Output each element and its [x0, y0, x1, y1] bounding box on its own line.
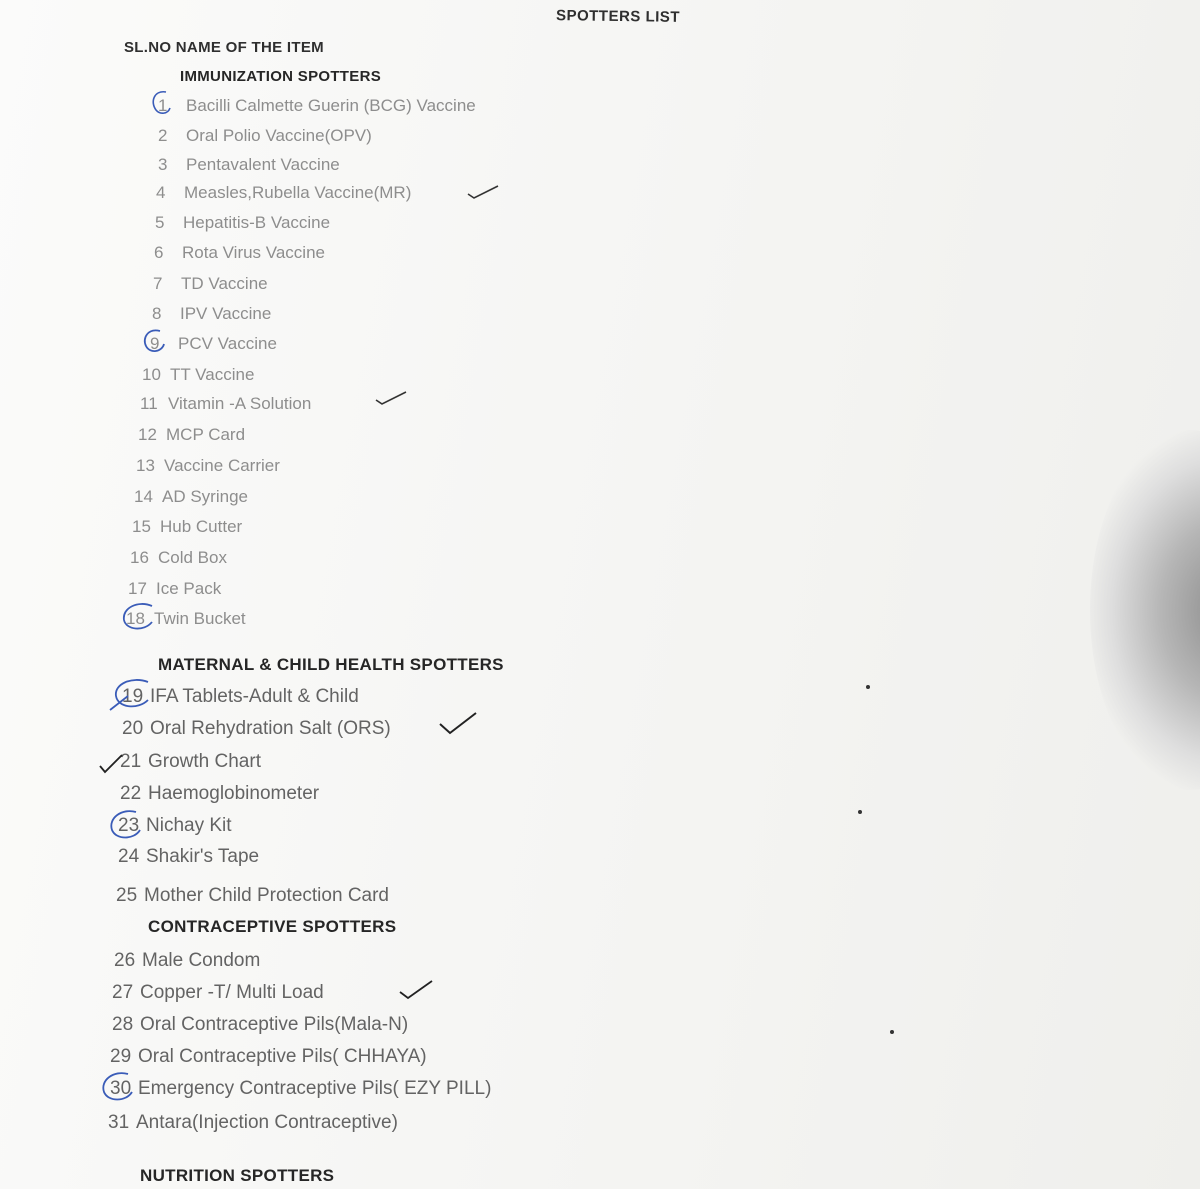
circle-mark-icon	[146, 88, 176, 118]
stray-mark	[866, 685, 870, 689]
list-item: 17 Ice Pack	[128, 579, 222, 598]
list-item: 14 AD Syringe	[134, 487, 248, 506]
section-heading-nutrition: NUTRITION SPOTTERS	[140, 1166, 335, 1185]
circle-mark-icon	[118, 600, 158, 634]
list-item: 3 Pentavalent Vaccine	[158, 155, 340, 174]
stray-mark	[890, 1030, 894, 1034]
stray-mark	[858, 810, 862, 814]
section-heading-maternal-child-health: MATERNAL & CHILD HEALTH SPOTTERS	[158, 655, 504, 674]
tick-mark-icon	[98, 752, 124, 776]
list-item: 29 Oral Contraceptive Pils( CHHAYA)	[110, 1046, 427, 1067]
list-item: 31 Antara(Injection Contraceptive)	[108, 1112, 398, 1133]
list-item: 28 Oral Contraceptive Pils(Mala-N)	[112, 1014, 409, 1035]
list-item: 26 Male Condom	[114, 950, 261, 971]
tick-mark-icon	[374, 388, 408, 408]
tick-mark-icon	[398, 978, 434, 1002]
list-item: 9 PCV Vaccine	[150, 334, 277, 353]
list-item: 27 Copper -T/ Multi Load	[112, 982, 324, 1003]
list-item: 13 Vaccine Carrier	[136, 456, 280, 475]
list-item: 24 Shakir's Tape	[118, 846, 260, 867]
list-item: 25 Mother Child Protection Card	[116, 885, 389, 906]
section-heading-contraceptive: CONTRACEPTIVE SPOTTERS	[148, 917, 397, 936]
circle-mark-icon	[106, 808, 146, 844]
list-item: 22 Haemoglobinometer	[120, 783, 320, 804]
list-item: 11 Vitamin -A Solution	[140, 394, 312, 413]
column-header: SL.NO NAME OF THE ITEM	[124, 39, 324, 56]
list-item: 1 Bacilli Calmette Guerin (BCG) Vaccine	[158, 96, 476, 115]
tick-mark-icon	[466, 182, 500, 202]
list-item: 19 IFA Tablets-Adult & Child	[122, 686, 359, 707]
list-item: 21 Growth Chart	[120, 751, 261, 772]
list-item: 20 Oral Rehydration Salt (ORS)	[122, 718, 391, 739]
list-item: 16 Cold Box	[130, 548, 227, 567]
circle-mark-icon	[108, 676, 154, 714]
list-item: 5 Hepatitis-B Vaccine	[155, 213, 331, 232]
section-heading-immunization: IMMUNIZATION SPOTTERS	[180, 68, 382, 85]
list-item: 8 IPV Vaccine	[152, 304, 272, 323]
list-item: 30 Emergency Contraceptive Pils( EZY PILL)	[110, 1078, 492, 1099]
page-title: SPOTTERS LIST	[555, 7, 681, 26]
list-item: 12 MCP Card	[138, 425, 246, 444]
circle-mark-icon	[98, 1070, 138, 1106]
list-item: 10 TT Vaccine	[142, 365, 255, 384]
list-item: 4 Measles,Rubella Vaccine(MR)	[156, 183, 412, 202]
list-item: 7 TD Vaccine	[153, 274, 268, 293]
list-item: 18 Twin Bucket	[126, 609, 246, 628]
circle-mark-icon	[138, 326, 168, 356]
tick-mark-icon	[438, 710, 478, 736]
page-edge-shadow	[1090, 430, 1200, 790]
list-item: 6 Rota Virus Vaccine	[154, 243, 325, 262]
list-item: 2 Oral Polio Vaccine(OPV)	[158, 126, 372, 145]
list-item: 15 Hub Cutter	[132, 517, 243, 536]
list-item: 23 Nichay Kit	[118, 815, 232, 836]
